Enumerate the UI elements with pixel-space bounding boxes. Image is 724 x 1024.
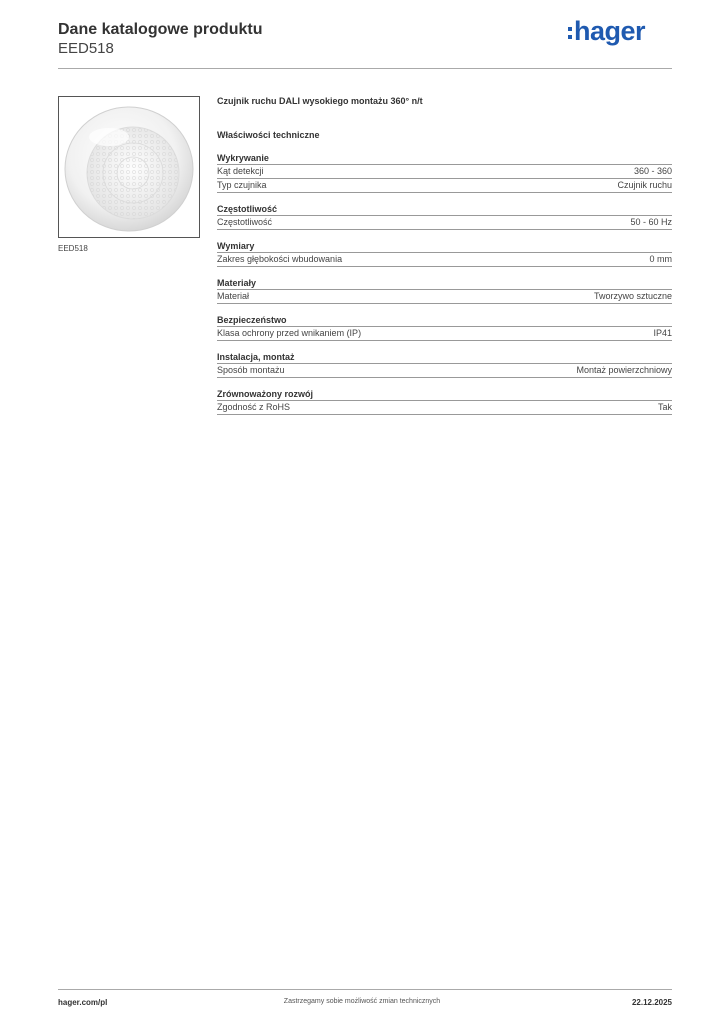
- spec-group: [217, 351, 672, 378]
- spec-group: [217, 203, 672, 230]
- spec-label: Materiał: [217, 291, 250, 301]
- spec-value: 0 mm: [649, 254, 672, 264]
- footer-disclaimer: Zastrzegamy sobie możliwość zmian technicznych: [283, 998, 441, 1005]
- motion-sensor-illustration: [59, 97, 199, 237]
- footer-date: 22.12.2025: [631, 998, 672, 1007]
- image-caption: EED518: [58, 244, 88, 253]
- logo-text: hager: [574, 15, 646, 46]
- spec-value: Montaż powierzchniowy: [576, 365, 672, 375]
- spec-value: 360 - 360: [633, 166, 672, 176]
- spec-label: Częstotliwość: [217, 217, 273, 227]
- page-title: Dane katalogowe produktu: [58, 21, 263, 38]
- spec-label: Zgodność z RoHS: [217, 402, 291, 412]
- logo-dots-icon: [568, 27, 572, 39]
- spec-label: Typ czujnika: [217, 180, 267, 190]
- section-heading: Właściwości techniczne: [217, 130, 320, 140]
- spec-group-title: Materiały: [217, 277, 672, 290]
- spec-panel: [217, 94, 672, 415]
- product-code: EED518: [58, 40, 114, 57]
- spec-groups: [217, 152, 672, 415]
- spec-label: Zakres głębokości wbudowania: [217, 254, 343, 264]
- product-title: Czujnik ruchu DALI wysokiego montażu 360° n/t: [217, 96, 423, 106]
- spec-row: [217, 401, 672, 415]
- spec-value: IP41: [653, 328, 672, 338]
- spec-value: 50 - 60 Hz: [630, 217, 672, 227]
- spec-group: [217, 388, 672, 415]
- spec-group: [217, 314, 672, 341]
- product-image: [58, 96, 200, 238]
- spec-row: [217, 165, 672, 179]
- spec-row: [217, 327, 672, 341]
- spec-label: Sposób montażu: [217, 365, 285, 375]
- spec-value: Tak: [657, 402, 672, 412]
- spec-row: [217, 290, 672, 304]
- spec-group-title: Wymiary: [217, 240, 672, 253]
- spec-row: [217, 179, 672, 193]
- spec-row: [217, 364, 672, 378]
- spec-value: Czujnik ruchu: [617, 180, 672, 190]
- spec-label: Kąt detekcji: [217, 166, 264, 176]
- spec-group: [217, 240, 672, 267]
- spec-group-title: Wykrywanie: [217, 152, 672, 165]
- spec-group-title: Zrównoważony rozwój: [217, 388, 672, 401]
- footer-website: hager.com/pl: [58, 998, 108, 1007]
- spec-row: [217, 253, 672, 267]
- hager-logo: [568, 15, 645, 47]
- spec-group-title: Instalacja, montaż: [217, 351, 672, 364]
- spec-row: [217, 216, 672, 230]
- spec-group: [217, 277, 672, 304]
- footer-divider: [58, 989, 672, 990]
- header-divider: [58, 68, 672, 69]
- spec-group-title: Bezpieczeństwo: [217, 314, 672, 327]
- spec-label: Klasa ochrony przed wnikaniem (IP): [217, 328, 362, 338]
- spec-group: [217, 152, 672, 193]
- spec-value: Tworzywo sztuczne: [593, 291, 672, 301]
- spec-group-title: Częstotliwość: [217, 203, 672, 216]
